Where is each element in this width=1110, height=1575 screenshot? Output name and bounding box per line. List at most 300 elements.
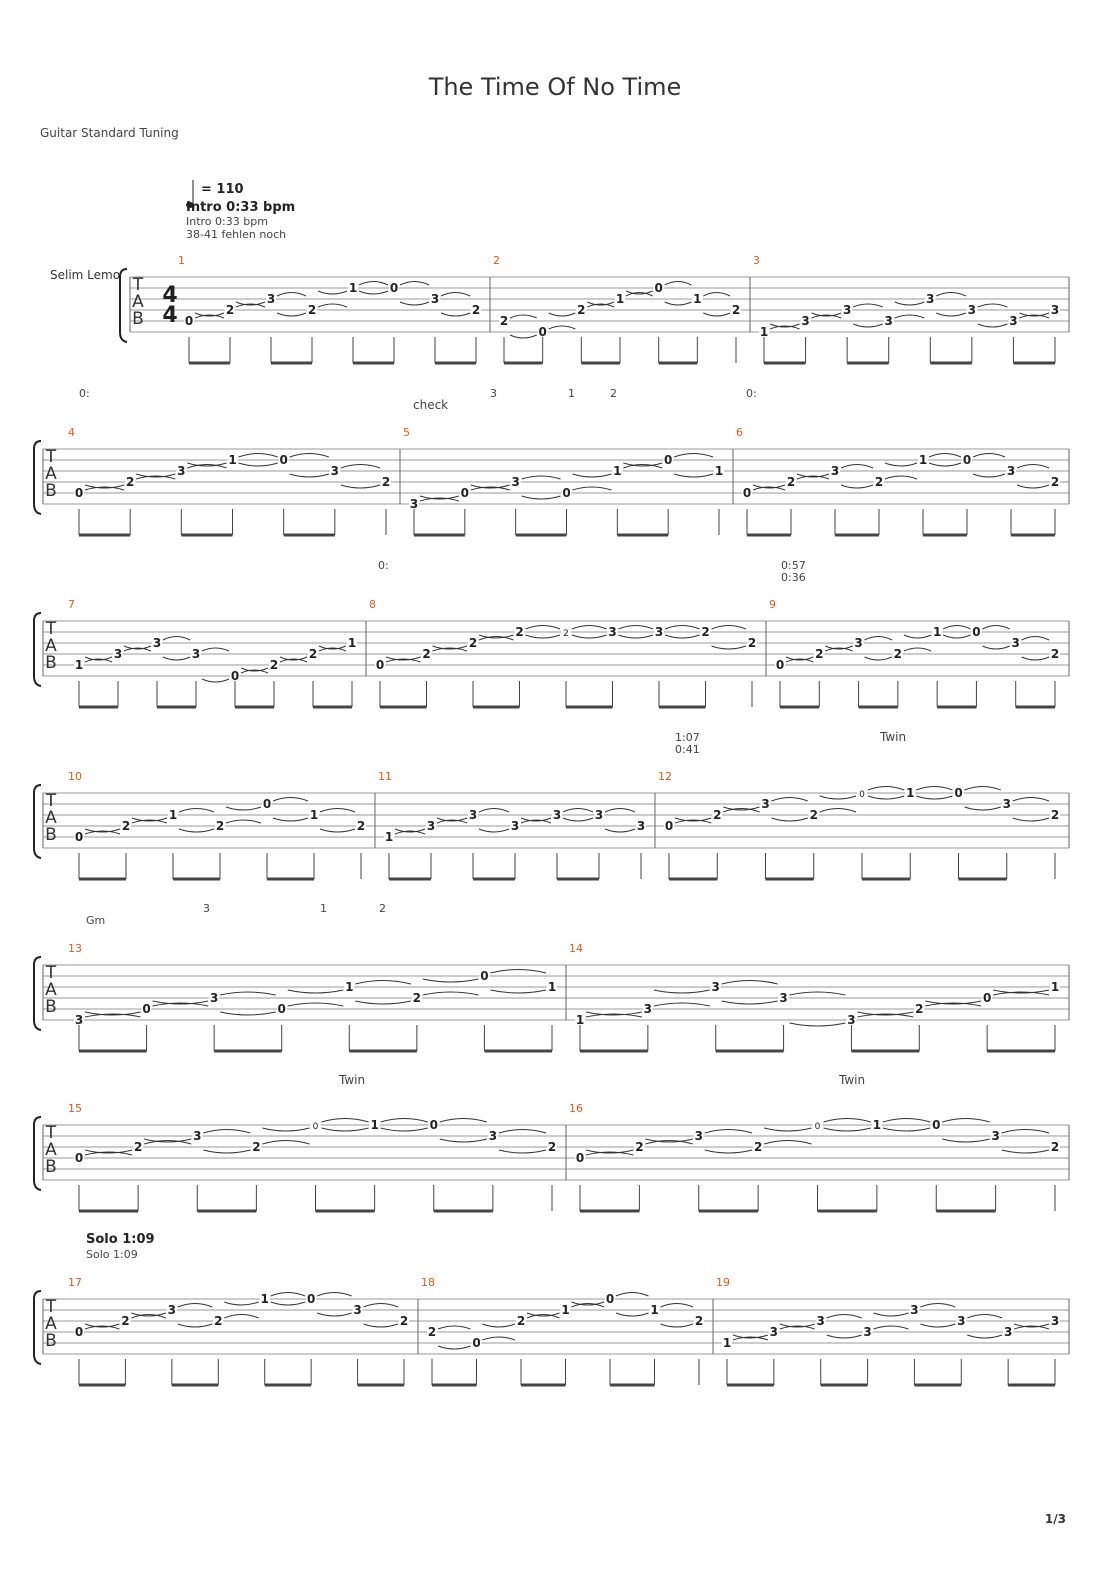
annotation-timestamp: 0:36 [781, 571, 806, 584]
fret-number: 1 [74, 658, 84, 672]
fret-number: 1 [168, 808, 178, 822]
fret-number: 3 [854, 636, 863, 650]
fret-number: 0 [954, 786, 963, 800]
fret-number: 0 [932, 1118, 941, 1132]
fret-number: 1 [693, 292, 702, 306]
fret-number: 2 [399, 1314, 409, 1328]
section-intro-line-2: 38-41 fehlen noch [186, 228, 287, 241]
fret-number: 3 [167, 1303, 177, 1317]
fret-number: 2 [381, 475, 391, 489]
measure-number: 10 [68, 770, 82, 783]
let-ring-arc [572, 626, 607, 630]
measure-number: 7 [68, 598, 75, 611]
tab-clef-letter: B [45, 1157, 57, 1177]
fret-number: 3 [426, 819, 436, 833]
let-ring-arc [895, 302, 925, 305]
fret-number: 1 [906, 786, 915, 800]
fret-number: 3 [152, 636, 162, 650]
time-signature-digit: 4 [162, 303, 178, 328]
measure [68, 770, 375, 879]
let-ring-arc [163, 657, 190, 660]
let-ring-arc [320, 809, 355, 813]
let-ring-arc [674, 474, 713, 477]
tab-system [34, 426, 1069, 535]
measure-number: 12 [658, 770, 672, 783]
let-ring-arc [874, 1326, 909, 1329]
tab-system [34, 942, 1069, 1051]
fret-number: 0 [814, 1122, 821, 1132]
let-ring-arc [220, 992, 276, 995]
fret-number: 3 [1003, 1325, 1013, 1339]
tab-clef-letter: T [45, 963, 57, 983]
measure [421, 1276, 713, 1385]
fret-number: 2 [308, 647, 318, 661]
let-ring-arc [824, 1119, 871, 1123]
let-ring-arc [661, 1304, 694, 1308]
let-ring-arc [510, 315, 537, 318]
fret-number: 3 [191, 647, 201, 661]
let-ring-arc [322, 1128, 369, 1131]
fret-number: 0 [663, 453, 673, 467]
let-ring-arc [665, 282, 692, 286]
let-ring-arc [224, 1315, 258, 1319]
let-ring-arc [522, 496, 561, 499]
let-ring-arc [654, 1003, 710, 1006]
fret-number: 0 [74, 830, 84, 844]
measure-number: 17 [68, 1276, 82, 1289]
annotation-finger: 1 [320, 902, 327, 915]
fret-number: 3 [957, 1314, 966, 1328]
fret-number: 0 [972, 625, 981, 639]
system-bracket [34, 957, 41, 1030]
let-ring-arc [273, 818, 308, 821]
annotation-finger: 2 [610, 387, 617, 400]
fret-number: 3 [884, 314, 893, 328]
measure [716, 1276, 1069, 1385]
let-ring-arc [273, 798, 308, 802]
let-ring-arc [824, 1128, 871, 1131]
let-ring-arc [226, 820, 261, 823]
annotation-timestamp: 0:41 [675, 743, 700, 756]
fret-number: 2 [252, 1140, 261, 1154]
fret-number: 3 [409, 497, 419, 511]
fret-number: 3 [353, 1303, 362, 1317]
fret-number: 0 [74, 486, 84, 500]
tempo-value: = 110 [201, 182, 244, 197]
tuning-label: Guitar Standard Tuning [40, 126, 179, 140]
let-ring-arc [942, 1119, 989, 1123]
fret-number: 0 [480, 969, 489, 983]
let-ring-arc [440, 1139, 487, 1142]
system-bracket [34, 785, 41, 858]
let-ring-arc [179, 809, 214, 813]
measure-number: 18 [421, 1276, 435, 1289]
fret-number: 3 [608, 625, 617, 639]
fret-number: 2 [815, 647, 824, 661]
fret-number: 1 [347, 636, 357, 650]
annotation-timestamp: 1:07 [675, 731, 700, 744]
let-ring-arc [549, 313, 576, 316]
fret-number: 2 [269, 658, 279, 672]
fret-number: 1 [759, 325, 769, 339]
measure [68, 942, 566, 1051]
fret-number: 3 [761, 797, 770, 811]
let-ring-arc [982, 626, 1009, 630]
fret-number: 3 [113, 647, 123, 661]
fret-number: 0 [664, 819, 674, 833]
fret-number: 1 [547, 980, 557, 994]
let-ring-arc [423, 979, 479, 982]
let-ring-arc [665, 626, 700, 630]
fret-number: 0 [575, 1151, 585, 1165]
let-ring-arc [438, 1326, 471, 1329]
let-ring-arc [262, 1128, 309, 1131]
let-ring-arc [322, 1119, 369, 1123]
fret-number: 2 [427, 1325, 437, 1339]
let-ring-arc [1022, 637, 1049, 641]
tab-clef-letter: A [45, 1140, 57, 1160]
let-ring-arc [563, 809, 593, 813]
let-ring-arc [790, 992, 846, 995]
let-ring-arc [441, 313, 470, 316]
let-ring-arc [526, 626, 561, 630]
fret-number: 3 [769, 1325, 779, 1339]
fret-number: 1 [714, 464, 724, 478]
fret-number: 3 [636, 819, 646, 833]
fret-number: 2 [125, 475, 135, 489]
let-ring-arc [499, 1150, 546, 1153]
fret-number: 2 [1050, 647, 1060, 661]
annotation-check: check [413, 398, 449, 412]
fret-number: 0 [460, 486, 470, 500]
let-ring-arc [943, 635, 970, 638]
annotation-twin: Twin [880, 730, 907, 744]
let-ring-arc [203, 1130, 250, 1134]
annotation-finger: 1 [568, 387, 575, 400]
fret-number: 2 [753, 1140, 763, 1154]
measure [753, 254, 1069, 363]
fret-number: 2 [713, 808, 722, 822]
tab-clef-letter: A [45, 1314, 57, 1334]
tab-clef-letter: B [45, 997, 57, 1017]
measure [369, 598, 766, 707]
measure [178, 254, 490, 363]
tab-clef-letter: T [132, 275, 144, 295]
fret-number: 3 [1050, 1314, 1060, 1328]
let-ring-arc [674, 454, 713, 458]
fret-number: 1 [722, 1336, 732, 1350]
let-ring-arc [920, 1324, 955, 1327]
let-ring-arc [619, 635, 654, 638]
measure [378, 770, 655, 879]
let-ring-arc [341, 465, 380, 469]
system-bracket [120, 269, 127, 342]
fret-number: 3 [1011, 636, 1020, 650]
fret-number: 3 [488, 1129, 498, 1143]
measure-number: 13 [68, 942, 82, 955]
tab-clef-letter: A [45, 636, 57, 656]
let-ring-arc [904, 648, 931, 651]
annotation-timestamp: 0: [79, 387, 90, 400]
let-ring-arc [705, 1150, 752, 1153]
fret-number: 2 [547, 1140, 557, 1154]
fret-number: 2 [471, 303, 481, 317]
let-ring-arc [224, 1302, 258, 1305]
let-ring-arc [605, 829, 635, 832]
let-ring-arc [400, 302, 429, 305]
tab-clef-letter: A [45, 980, 57, 1000]
let-ring-arc [967, 1335, 1002, 1338]
fret-number: 3 [594, 808, 604, 822]
tab-system [34, 1102, 1069, 1211]
fret-number: 1 [260, 1292, 269, 1306]
tab-clef-letter: T [45, 1123, 57, 1143]
fret-number: 2 [635, 1140, 644, 1154]
fret-number: 3 [967, 303, 977, 317]
let-ring-arc [965, 787, 1001, 791]
fret-number: 2 [215, 819, 225, 833]
let-ring-arc [1017, 485, 1049, 488]
fret-number: 2 [1050, 808, 1060, 822]
let-ring-arc [868, 787, 904, 791]
measure [569, 942, 1069, 1051]
measure-number: 8 [369, 598, 376, 611]
fret-number: 3 [1002, 797, 1011, 811]
fret-number: 1 [918, 453, 928, 467]
let-ring-arc [202, 648, 229, 651]
fret-number: 3 [816, 1314, 825, 1328]
fret-number: 3 [910, 1303, 919, 1317]
measure [658, 770, 1069, 879]
fret-number: 1 [384, 830, 394, 844]
let-ring-arc [853, 304, 883, 307]
fret-number: 2 [874, 475, 884, 489]
let-ring-arc [522, 476, 561, 479]
let-ring-arc [712, 626, 747, 630]
fret-number: 2 [577, 303, 586, 317]
fret-number: 2 [214, 1314, 223, 1328]
let-ring-arc [563, 818, 593, 821]
fret-number: 3 [468, 808, 478, 822]
fret-number: 2 [422, 647, 431, 661]
measure [493, 254, 750, 363]
annotation-finger: 3 [203, 902, 210, 915]
let-ring-arc [883, 1128, 930, 1131]
fret-number: 0 [982, 991, 992, 1005]
fret-number: 2 [515, 625, 524, 639]
fret-number: 1 [309, 808, 319, 822]
fret-number: 1 [228, 453, 237, 467]
fret-number: 3 [842, 303, 852, 317]
let-ring-arc [616, 1293, 649, 1297]
let-ring-arc [359, 291, 388, 294]
fret-number: 3 [177, 464, 186, 478]
fret-number: 3 [926, 292, 935, 306]
let-ring-arc [226, 807, 261, 810]
fret-number: 3 [847, 1013, 856, 1027]
page-number: 1/3 [1044, 1512, 1066, 1526]
fret-number: 0 [306, 1292, 316, 1306]
let-ring-arc [943, 626, 970, 630]
fret-number: 2 [915, 1002, 924, 1016]
let-ring-arc [510, 335, 537, 338]
let-ring-arc [490, 990, 546, 993]
fret-number: 1 [613, 464, 622, 478]
fret-number: 3 [863, 1325, 872, 1339]
let-ring-arc [1013, 818, 1049, 821]
let-ring-arc [381, 1119, 428, 1123]
let-ring-arc [290, 474, 329, 477]
tab-clef-letter: B [45, 481, 57, 501]
fret-number: 0 [962, 453, 972, 467]
let-ring-arc [883, 1119, 930, 1123]
track-name: Selim Lemo [50, 268, 121, 282]
section-intro-line-1: Intro 0:33 bpm [186, 215, 268, 228]
let-ring-arc [973, 474, 1005, 477]
fret-number: 0 [562, 486, 571, 500]
measure-number: 11 [378, 770, 392, 783]
annotation-timestamp: 0: [378, 559, 389, 572]
let-ring-arc [916, 787, 952, 791]
fret-number: 1 [561, 1303, 570, 1317]
fret-number: 3 [654, 625, 664, 639]
annotation-chord: Gm [86, 914, 106, 927]
annotation-twin: Twin [839, 1073, 866, 1087]
let-ring-arc [665, 635, 700, 638]
annotation-finger: 2 [379, 902, 386, 915]
fret-number: 0 [74, 1151, 84, 1165]
tab-clef-letter: B [45, 653, 57, 673]
fret-number: 3 [643, 1002, 653, 1016]
let-ring-arc [178, 1304, 212, 1308]
fret-number: 3 [830, 464, 840, 478]
let-ring-arc [942, 1139, 989, 1142]
let-ring-arc [526, 635, 561, 638]
section-solo-subtitle: Solo 1:09 [86, 1248, 138, 1261]
let-ring-arc [712, 646, 747, 649]
let-ring-arc [277, 313, 306, 316]
fret-number: 1 [370, 1118, 379, 1132]
fret-number: 3 [991, 1129, 1000, 1143]
let-ring-arc [764, 1141, 811, 1145]
fret-number: 0 [74, 1325, 84, 1339]
let-ring-arc [885, 476, 917, 479]
section-solo-title: Solo 1:09 [86, 1232, 155, 1247]
let-ring-arc [967, 1315, 1002, 1319]
let-ring-arc [572, 635, 607, 638]
let-ring-arc [364, 1304, 398, 1308]
let-ring-arc [703, 313, 730, 316]
let-ring-arc [178, 1324, 212, 1327]
fret-number: 2 [121, 1314, 130, 1328]
let-ring-arc [1002, 1150, 1049, 1153]
fret-number: 3 [266, 292, 276, 306]
measure [68, 598, 366, 707]
fret-number: 1 [1050, 980, 1060, 994]
tab-clef-letter: T [45, 447, 57, 467]
fret-number: 3 [1006, 464, 1016, 478]
let-ring-arc [703, 293, 730, 297]
fret-number: 3 [694, 1129, 703, 1143]
let-ring-arc [827, 1335, 862, 1338]
let-ring-arc [790, 1023, 846, 1026]
let-ring-arc [239, 463, 278, 466]
let-ring-arc [499, 1130, 546, 1134]
let-ring-arc [318, 291, 347, 294]
let-ring-arc [202, 679, 229, 682]
fret-number: 0 [262, 797, 272, 811]
let-ring-arc [341, 485, 380, 488]
let-ring-arc [179, 829, 214, 832]
let-ring-arc [438, 1346, 471, 1349]
let-ring-arc [722, 1001, 778, 1004]
fret-number: 2 [516, 1314, 526, 1328]
tab-clef-letter: A [45, 808, 57, 828]
let-ring-arc [874, 1313, 909, 1316]
let-ring-arc [973, 454, 1005, 458]
let-ring-arc [203, 1150, 250, 1153]
fret-number: 1 [575, 1013, 585, 1027]
let-ring-arc [441, 293, 470, 297]
let-ring-arc [929, 454, 961, 458]
fret-number: 0 [142, 1002, 151, 1016]
let-ring-arc [920, 1304, 955, 1308]
fret-number: 0 [277, 1002, 286, 1016]
fret-number: 1 [345, 980, 354, 994]
tab-clef-letter: A [45, 464, 57, 484]
let-ring-arc [290, 454, 329, 458]
fret-number: 1 [872, 1118, 882, 1132]
fret-number: 1 [650, 1303, 659, 1317]
let-ring-arc [277, 293, 306, 297]
time-signature-digit: 4 [162, 283, 178, 308]
fret-number: 3 [779, 991, 788, 1005]
let-ring-arc [320, 829, 355, 832]
fret-number: 3 [510, 819, 520, 833]
let-ring-arc [865, 637, 892, 641]
tab-clef-letter: T [45, 619, 57, 639]
let-ring-arc [483, 1337, 516, 1340]
tab-clef-letter: B [45, 825, 57, 845]
measure [736, 426, 1069, 535]
fret-number: 2 [412, 991, 422, 1005]
fret-number: 3 [1009, 314, 1018, 328]
let-ring-arc [490, 970, 546, 974]
annotation-timestamp: 0: [746, 387, 757, 400]
fret-number: 2 [747, 636, 757, 650]
let-ring-arc [820, 796, 856, 799]
let-ring-arc [355, 1001, 411, 1004]
tab-clef-letter: B [132, 309, 144, 329]
tab-systems [34, 254, 1069, 1385]
measure [569, 1102, 1069, 1211]
fret-number: 2 [731, 303, 741, 317]
system-bracket [34, 1291, 41, 1364]
let-ring-arc [982, 646, 1009, 649]
measure-number: 14 [569, 942, 583, 955]
fret-number: 0 [279, 453, 288, 467]
let-ring-arc [936, 293, 966, 297]
let-ring-arc [895, 315, 925, 318]
fret-number: 3 [801, 314, 810, 328]
annotation-timestamp: 0:57 [781, 559, 806, 572]
let-ring-arc [400, 282, 429, 286]
let-ring-arc [853, 324, 883, 327]
fret-number: 3 [74, 1013, 84, 1027]
fret-number: 2 [225, 303, 235, 317]
fret-number: 0 [184, 314, 194, 328]
fret-number: 2 [356, 819, 366, 833]
